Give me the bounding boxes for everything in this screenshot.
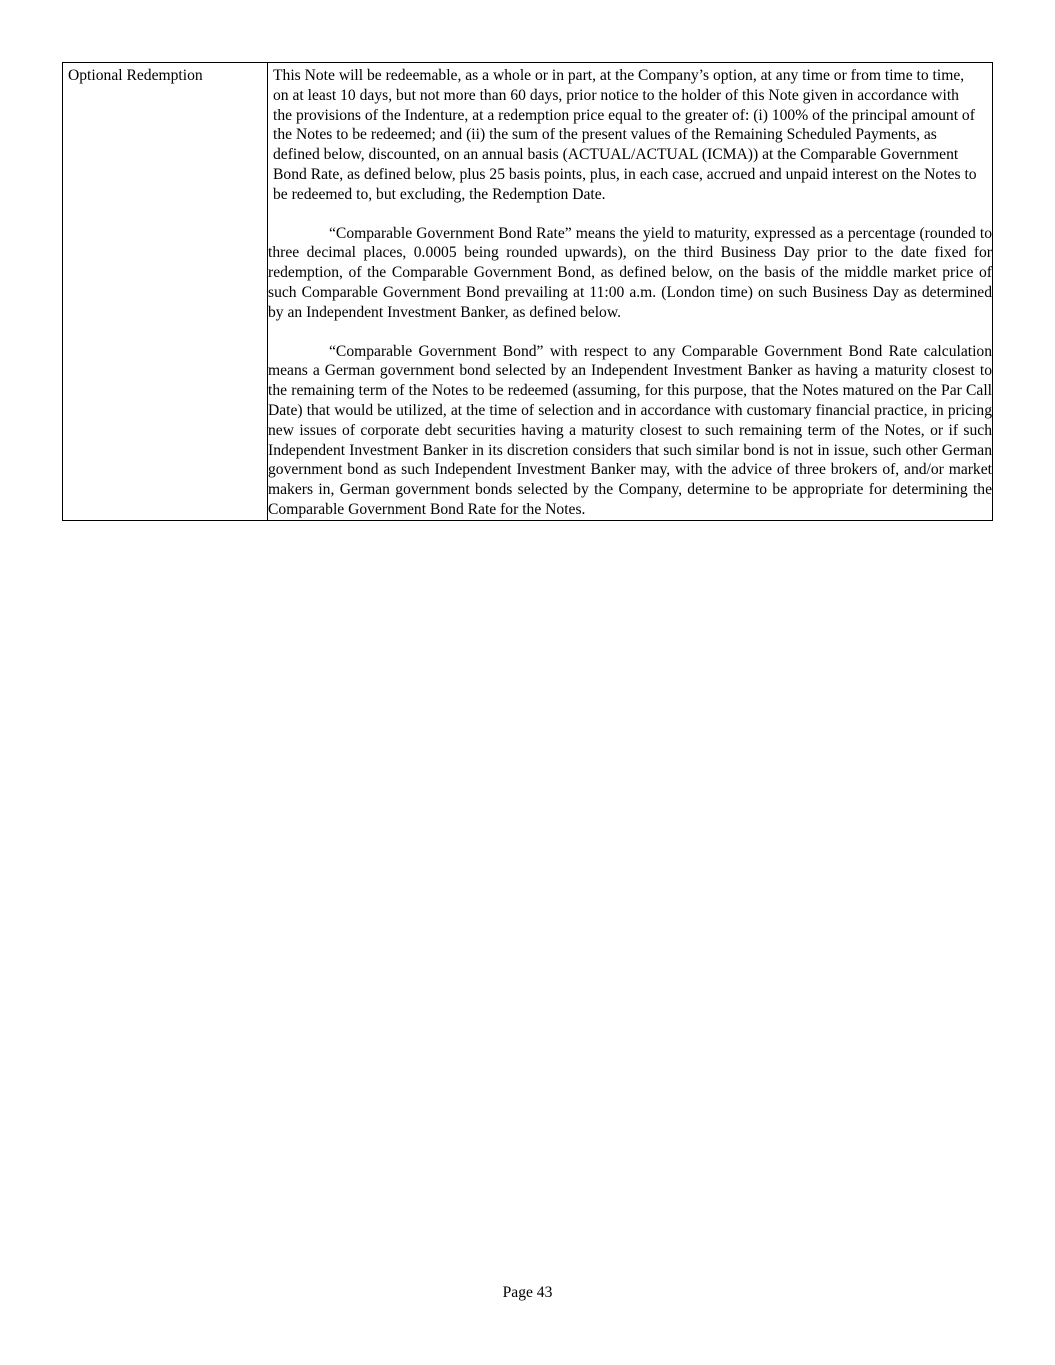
row-content-cell [268, 63, 993, 521]
page-number: Page 43 [502, 1284, 553, 1301]
terms-table [62, 62, 993, 521]
redemption-paragraph: This Note will be redeemable, as a whole or in part, at the Company’s option, at any time or from time to time, on at least 10 days, but not more than 60 days, prior notice to the holder of this Note given in accordance with the provisions of the Indenture, at a redemption price equal to the greater of: (i) 100% of the principal amount of the Notes to be redeemed; and (ii) the sum of the present values of the Remaining Scheduled Payments, as defined below, discounted, on an annual basis (ACTUAL/ACTUAL (ICMA)) at the Comparable Government Bond Rate, as defined below, plus 25 basis points, plus, in each case, accrued and unpaid interest on the Notes to be redeemed to, but excluding, the Redemption Date. [273, 67, 977, 203]
row-label-cell [63, 63, 268, 521]
row-label: Optional Redemption [68, 67, 203, 84]
comparable-government-bond-definition: “Comparable Government Bond” with respect to any Comparable Government Bond Rate calculation means a German government bond selected by an Independent Investment Banker as having a maturity closest to the remaining term of the Notes to be redeemed (assuming, for this purpose, that the Notes matured on the Par Call Date) that would be utilized, at the time of selection and in accordance with customary financial practice, in pricing new issues of corporate debt securities having a maturity closest to such remaining term of the Notes, or if such Independent Investment Banker in its discretion considers that such similar bond is not in issue, such other German government bond as such Independent Investment Banker may, with the advice of three brokers of, and/or market makers in, German government bonds selected by the Company, determine to be appropriate for determining the Comparable Government Bond Rate for the Notes. [268, 342, 992, 518]
table-row-optional-redemption [63, 63, 993, 521]
comparable-government-bond-rate-definition: “Comparable Government Bond Rate” means the yield to maturity, expressed as a percentage (rounded to three decimal places, 0.0005 being rounded upwards), on the third Business Day prior to the date fixed for redemption, of the Comparable Government Bond, as defined below, on the basis of the middle market price of such Comparable Government Bond prevailing at 11:00 a.m. (London time) on such Business Day as determined by an Independent Investment Banker, as defined below. [268, 224, 992, 321]
